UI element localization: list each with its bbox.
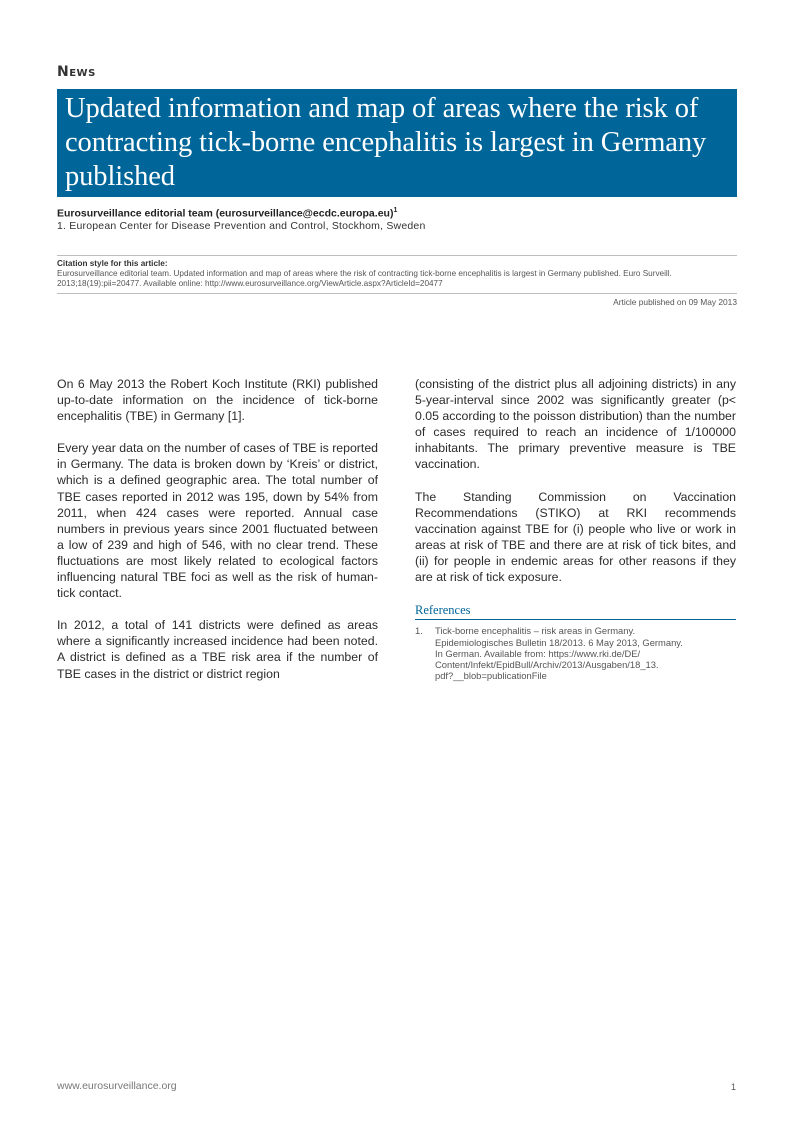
citation-rule-bottom — [57, 293, 737, 294]
body-column-left — [57, 376, 378, 698]
citation-text[interactable]: Eurosurveillance editorial team. Updated information and map of areas where the risk of contracting tick-borne encephalitis is largest in Germany published. Euro Surveill. 2013;18(19):pii=20477. Available online: http://www.eurosurveillance.org/ViewArticle.aspx?ArticleId=20477 — [57, 269, 672, 288]
author-names[interactable]: Eurosurveillance editorial team (eurosurveillance@ecdc.europa.eu) — [57, 207, 394, 220]
footer-url[interactable]: www.eurosurveillance.org — [57, 1080, 177, 1092]
page-number: 1 — [730, 1082, 736, 1092]
author-affiliation-marker: 1 — [393, 207, 398, 214]
reference-text[interactable]: Tick-borne encephalitis – risk areas in Germany. Epidemiologisches Bulletin 18/2013. 6 May 2013, Germany. In German. Available from: https://www.rki.de/DE/ Content/Infekt/EpidBull/Archiv/2013/Ausgaben/18_13. pdf?__blob=publicationFile — [435, 625, 683, 682]
body-paragraph: Every year data on the number of cases of TBE is reported in Germany. The data is broken down by ‘Kreis’ or district, which is a defined geographic area. The total number of TBE cases reported in 2012 was 195, down by 54% from 2011, when 424 cases were reported. Annual case numbers in previous years since 2001 fluctuated between a low of 239 and high of 546, with no clear trend. These fluctuations are most likely related to ecological factors influencing natural TBE foci as well as the risk of human-tick contact. — [57, 441, 378, 601]
body-paragraph: (consisting of the district plus all adjoining districts) in any 5-year-interval since 2002 was significantly greater (p< 0.05 according to the poisson distribution) than the number of cases required to reach an incidence of 1/100000 inhabitants. The primary preventive measure is TBE vaccination. — [415, 377, 736, 472]
section-label: News — [57, 64, 96, 80]
reference-item — [415, 625, 736, 681]
title-banner — [57, 89, 737, 197]
citation-rule-top — [57, 255, 737, 256]
affiliation: 1. European Center for Disease Prevention and Control, Stockhom, Sweden — [57, 220, 426, 232]
body-column-right — [415, 376, 736, 682]
reference-list — [415, 625, 736, 681]
body-paragraph: The Standing Commission on Vaccination Recommendations (STIKO) at RKI recommends vaccination against TBE for (i) people who live or work in areas at risk of TBE and there are at risk of tick bites, and (ii) for people in endemic areas for other reasons if they are at risk of tick exposure. — [415, 489, 736, 585]
citation-block — [57, 259, 737, 289]
body-paragraph: In 2012, a total of 141 districts were defined as areas where a significantly increased incidence had been noted. A district is defined as a TBE risk area if the number of TBE cases in the district or district region — [57, 618, 378, 681]
reference-number: 1. — [415, 625, 423, 637]
references-heading: References — [415, 602, 736, 620]
body-paragraph: On 6 May 2013 the Robert Koch Institute (RKI) published up-to-date information on the incidence of tick-borne encephalitis (TBE) in Germany [1]. — [57, 377, 378, 424]
citation-label: Citation style for this article: — [57, 259, 168, 268]
article-title: Updated information and map of areas where the risk of contracting tick-borne encephalitis is largest in Germany published — [65, 93, 707, 192]
author-line — [57, 207, 397, 220]
publication-date: Article published on 09 May 2013 — [613, 297, 737, 307]
